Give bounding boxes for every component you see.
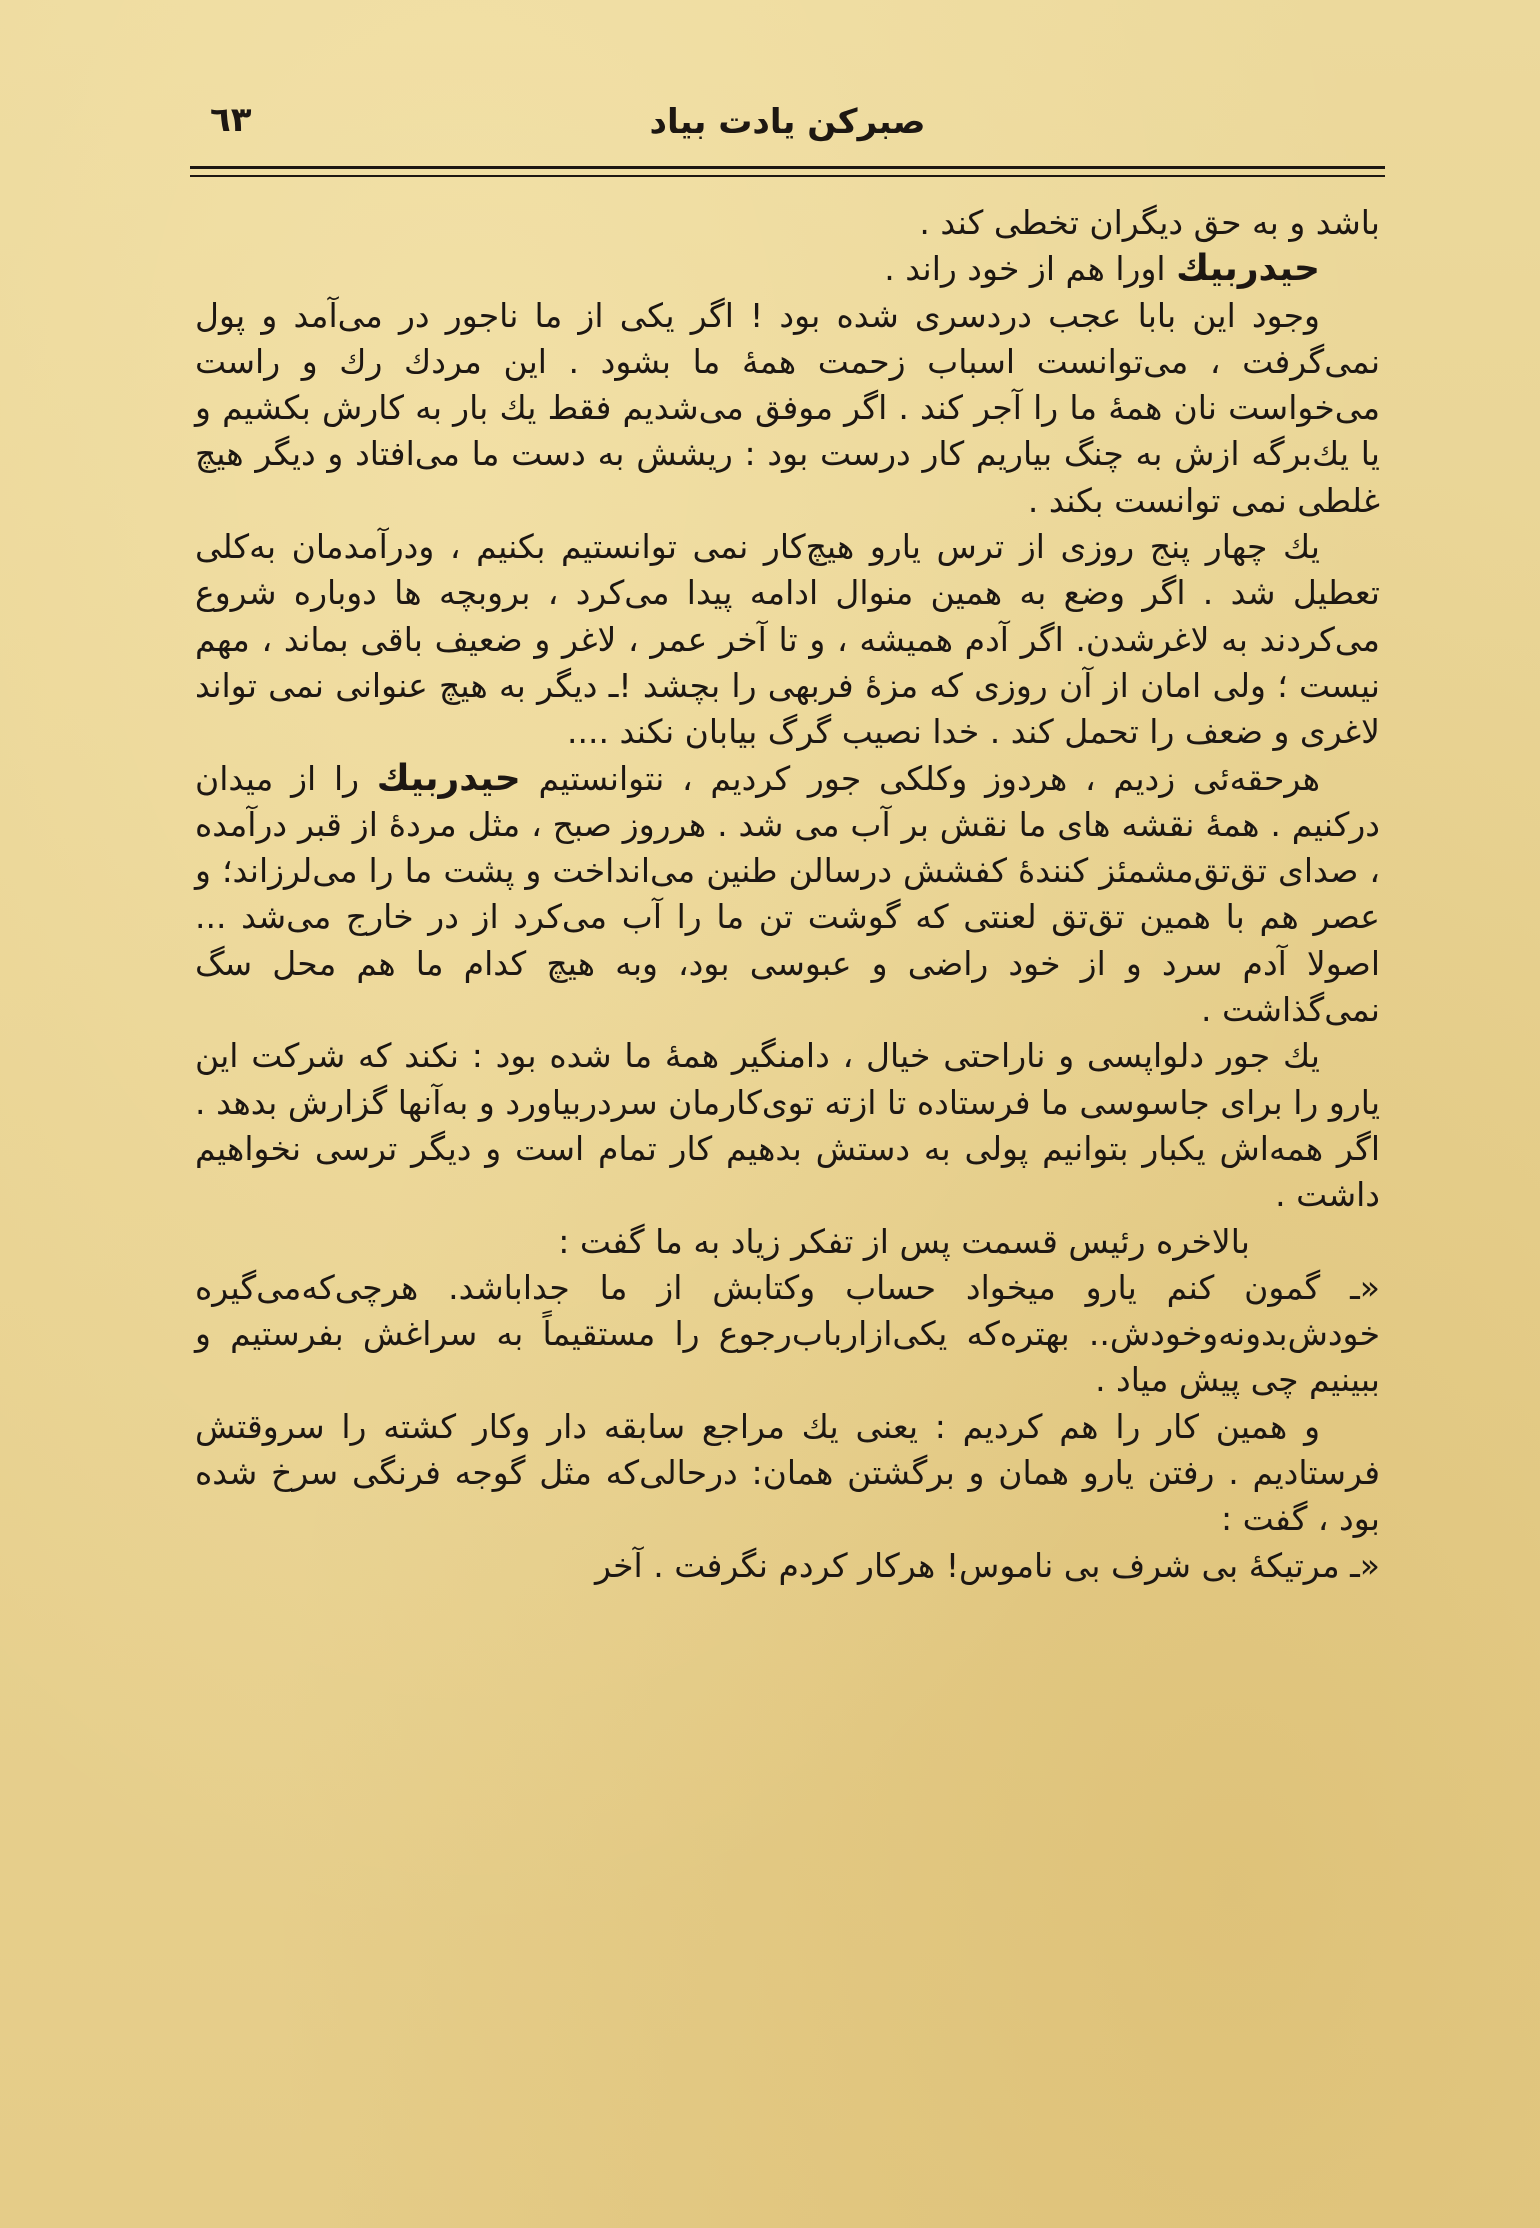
paragraph: و همین کار را هم کردیم : یعنی یك مراجع سابقه دار وکار کشته را سروقتش فرستادیم . رفتن یارو همان و برگشتن همان: درحالی‌که مثل گوجه فرنگی سرخ شده بود ، گفت : <box>195 1406 1380 1539</box>
paragraph: باشد و به حق دیگران تخطی کند . <box>919 203 1380 242</box>
quoted-speech: «ـ مرتیکهٔ بی شرف بی ناموس! هرکار کردم نگرفت . آخر <box>594 1545 1380 1585</box>
page-number: ٦٣ <box>210 100 252 140</box>
paragraph <box>195 246 1380 292</box>
quoted-speech: «ـ گمون کنم یارو میخواد حساب وکتابش از ما جداباشد. هرچی‌که‌می‌گیره خودش‌بدونه‌وخودش.. بهتره‌که یکی‌ازارباب‌رجوع را مستقیماً به سراغش بفرستیم و ببینیم چی پیش میاد . <box>195 1267 1380 1400</box>
paragraph-text: هرحقه‌ئی زدیم ، هردوز وکلکی جور کردیم ، نتوانستیم <box>520 758 1320 798</box>
running-title: صبرکن یادت بیاد <box>649 102 926 142</box>
paragraph: بالاخره رئیس قسمت پس از تفکر زیاد به ما گفت : <box>558 1221 1250 1261</box>
paragraph-text: را از میدان درکنیم . همهٔ نقشه های ما نقش بر آب می شد . هرروز صبح ، مثل مردهٔ از قبر درآمده ، صدای تق‌تق‌مشمئز کنندهٔ کفشش درسالن طنین می‌انداخت و پشت ما را می‌لرزاند؛ و عصر هم با همین تق‌تق لعنتی که گوشت تن ما را آب می‌کرد از در خارج می‌شد ... اصولا آدم سرد و از خود راضی و عبوسی بود، وبه هیچ کدام ما هم محل سگ نمی‌گذاشت . <box>195 758 1380 1030</box>
character-name: حیدربیك <box>376 757 521 799</box>
paragraph <box>195 756 1380 1034</box>
body-text <box>195 200 1380 1589</box>
page-header <box>190 98 1385 158</box>
character-name: حیدربیك <box>1176 248 1320 290</box>
paragraph: یك چهار پنج روزی از ترس یارو هیچ‌کار نمی توانستیم بکنیم ، ودرآمدمان به‌کلی تعطیل شد . اگر وضع به همین منوال ادامه پیدا می‌کرد ، بروبچه ها دوباره شروع می‌کردند به لاغرشدن. اگر آدم همیشه ، و تا آخر عمر ، لاغر و ضعیف باقی بماند ، مهم نیست ؛ ولی امان از آن روزی که مزهٔ فربهی را بچشد !ـ دیگر به هیچ عنوانی نمی تواند لاغری و ضعف را تحمل کند . خدا نصیب گرگ بیابان نکند .... <box>195 527 1380 752</box>
header-rule-thick <box>190 166 1385 169</box>
paragraph: وجود این بابا عجب دردسری شده بود ! اگر یکی از ما ناجور در می‌آمد و پول نمی‌گرفت ، می‌توانست اسباب زحمت همهٔ ما بشود . این مردك رك و راست می‌خواست نان همهٔ ما را آجر کند . اگر موفق می‌شدیم فقط یك بار به کارش بکشیم و یا یك‌برگه ازش به چنگ بیاریم کار درست بود : ریشش به دست ما می‌افتاد و دیگر هیچ غلطی نمی توانست بکند . <box>195 295 1380 520</box>
paragraph-text: اورا هم از خود راند . <box>884 249 1177 289</box>
header-rule-thin <box>190 175 1385 177</box>
paragraph: یك جور دلواپسی و ناراحتی خیال ، دامنگیر همهٔ ما شده بود : نکند که شرکت این یارو را برای جاسوسی ما فرستاده تا ازته توی‌کارمان سردربیاورد و به‌آنها گزارش بدهد . اگر همه‌اش یکبار بتوانیم پولی به دستش بدهیم کار تمام است و دیگر ترسی نخواهیم داشت . <box>195 1036 1380 1215</box>
